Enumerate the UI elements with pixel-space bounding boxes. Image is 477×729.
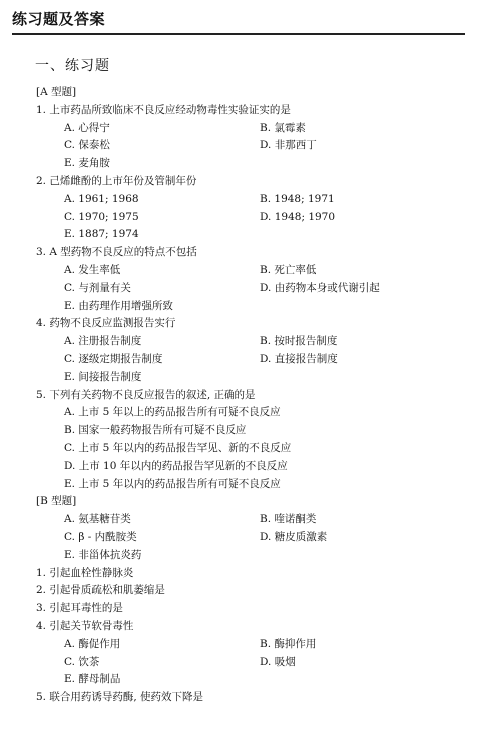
type-b-label: [B 型题]: [36, 495, 77, 508]
option-row: [0, 654, 477, 672]
option-d: D. 吸烟: [260, 655, 296, 668]
option-row: [0, 636, 477, 654]
b-question-3: 3. 引起耳毒性的是: [36, 602, 123, 615]
option-a: A. 上市 5 年以上的药品报告所有可疑不良反应: [64, 406, 281, 419]
option-e: E. 间接报告制度: [64, 370, 142, 383]
option-row: [0, 529, 477, 547]
option-row: [0, 511, 477, 529]
question-3: 3. A 型药物不良反应的特点不包括: [36, 246, 197, 259]
b-question-1: 1. 引起血栓性静脉炎: [36, 566, 134, 579]
type-a-label: [A 型题]: [36, 86, 77, 98]
option-c: C. 与剂量有关: [64, 281, 131, 294]
option-d: D. 糖皮质激素: [260, 530, 328, 543]
option-row: [0, 280, 477, 298]
question-2: 2. 己烯雌酚的上市年份及管制年份: [36, 174, 197, 187]
option-e: E. 麦角胺: [64, 157, 110, 170]
option-c: C. 保泰松: [64, 139, 110, 152]
option-c: C. β - 内酰胺类: [64, 530, 137, 543]
document-title: 练习题及答案: [12, 10, 106, 28]
option-d: D. 由药物本身或代谢引起: [260, 281, 380, 294]
question-4: 4. 药物不良反应监测报告实行: [36, 317, 176, 330]
option-row: [0, 137, 477, 155]
option-e: E. 上市 5 年以内的药品报告所有可疑不良反应: [64, 477, 281, 490]
option-e: E. 非甾体抗炎药: [64, 548, 142, 561]
b-question-2: 2. 引起骨质疏松和肌萎缩是: [36, 584, 165, 597]
option-b: B. 1948; 1971: [260, 192, 335, 205]
option-b: B. 酶抑作用: [260, 637, 317, 650]
option-e: E. 1887; 1974: [64, 228, 139, 241]
option-c: C. 饮茶: [64, 655, 100, 668]
option-b: B. 氯霉素: [260, 121, 306, 134]
option-c: C. 上市 5 年以内的药品报告罕见、新的不良反应: [64, 441, 292, 454]
option-row: [0, 262, 477, 280]
option-a: A. 心得宁: [64, 121, 110, 134]
option-a: A. 1961; 1968: [64, 192, 139, 205]
question-body: [0, 84, 477, 707]
option-e: E. 酵母制品: [64, 673, 121, 686]
option-e: E. 由药理作用增强所致: [64, 299, 173, 312]
option-d: D. 非那西丁: [260, 139, 317, 152]
b-question-5: 5. 联合用药诱导药酶, 使药效下降是: [36, 691, 204, 704]
title-divider: [12, 33, 465, 35]
option-a: A. 氨基糖苷类: [64, 513, 131, 526]
option-row: [0, 333, 477, 351]
option-c: C. 逐级定期报告制度: [64, 352, 163, 365]
option-d: D. 1948; 1970: [260, 210, 336, 223]
section-title: 一、练习题: [35, 58, 110, 74]
option-b: B. 死亡率低: [260, 263, 317, 276]
option-a: A. 注册报告制度: [64, 335, 142, 348]
option-a: A. 发生率低: [64, 263, 121, 276]
option-row: [0, 191, 477, 209]
question-5: 5. 下列有关药物不良反应报告的叙述, 正确的是: [36, 388, 256, 401]
option-row: [0, 351, 477, 369]
option-row: [0, 209, 477, 227]
option-b: B. 喹诺酮类: [260, 513, 317, 526]
option-d: D. 上市 10 年以内的药品报告罕见新的不良反应: [64, 459, 288, 472]
option-b: B. 国家一般药物报告所有可疑不良反应: [64, 424, 247, 437]
question-1: 1. 上市药品所致临床不良反应经动物毒性实验证实的是: [36, 103, 291, 116]
option-c: C. 1970; 1975: [64, 210, 139, 223]
b-question-4: 4. 引起关节软骨毒性: [36, 619, 134, 632]
option-a: A. 酶促作用: [64, 637, 121, 650]
option-row: [0, 120, 477, 138]
option-d: D. 直接报告制度: [260, 352, 338, 365]
option-b: B. 按时报告制度: [260, 335, 338, 348]
